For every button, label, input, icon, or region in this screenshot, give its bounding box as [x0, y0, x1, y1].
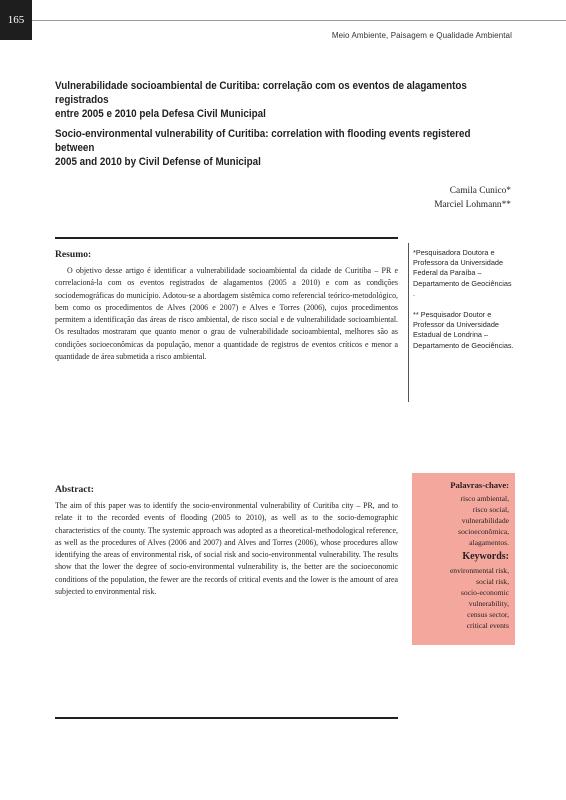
keyword-pt: risco social,	[472, 505, 509, 514]
keyword-en: environmental risk,	[449, 566, 509, 575]
keyword-en: vulnerability,	[468, 599, 509, 608]
keyword-pt: vulnerabilidade	[461, 516, 509, 525]
title-portuguese	[55, 79, 513, 121]
section-divider	[55, 237, 398, 239]
top-rule	[32, 20, 566, 21]
section-divider	[55, 717, 398, 719]
keywords-pt-heading: Palavras-chave:	[450, 480, 509, 490]
affiliation-note: ** Pesquisador Doutor e Professor da Universidade Estadual de Londrina – Departamento de Geociências.	[413, 310, 514, 350]
keyword-pt: alagamentos.	[469, 538, 509, 547]
vertical-rule	[408, 243, 409, 402]
keyword-pt: risco ambiental,	[460, 494, 509, 503]
author-name: Camila Cunico*	[449, 186, 511, 196]
abstract-text: The aim of this paper was to identify the socio-environmental vulnerability of Curitiba city – PR, and to relate it to the recorded events of flooding (2005 to 2010), as well as to the socio-demographic characteristics of the county. The systemic approach was adopted as a theoretical-methodological reference, as well as the procedures of Alves (2006 and 2007) and Alves and Torres (2006), whose procedures allow identifying the areas of environmental risk, of social risk and socio-environmental vulnerability. The results show that the lower the degree of socio-environmental vulnerability is, the better are the socioeconomic conditions of the population, the fewer are the records of critical events and the lower is the amount of area subjected to environmental risk.	[55, 501, 398, 597]
keyword-en: census sector,	[467, 610, 509, 619]
affiliations	[413, 248, 515, 362]
abstract-heading: Abstract:	[55, 484, 94, 495]
title-english	[55, 127, 513, 169]
title-pt-line: entre 2005 e 2010 pela Defesa Civil Municipal	[55, 108, 266, 120]
keyword-pt: socioeconômica,	[458, 527, 509, 536]
keywords-en-heading: Keywords:	[462, 551, 509, 562]
title-en-line: Socio-environmental vulnerability of Curitiba: correlation with flooding events registered between	[55, 128, 471, 154]
affiliation-note: *Pesquisadora Doutora e Professora da Universidade Federal da Paraíba – Departamento de Geociências .	[413, 248, 512, 298]
running-head: Meio Ambiente, Paisagem e Qualidade Ambiental	[331, 31, 512, 40]
keywords-box	[412, 473, 515, 645]
resumo-heading: Resumo:	[55, 249, 92, 260]
author-list	[434, 184, 511, 212]
resumo-text: O objetivo desse artigo é identificar a vulnerabilidade socioambiental da cidade de Curitiba – PR e correlacioná-la com os eventos registrados de alagamentos (2005 a 2010) e com as condições sociodemográficas do município. Adotou-se a abordagem sistêmica como referencial teórico-metodológico, bem como os procedimentos de Alves (2006 e 2007) e Alves e Torres (2006), cujos procedimentos permitem a identificação das áreas de risco ambiental, de risco social e de vulnerabilidade socioambiental. Os resultados mostraram que quanto menor o grau de vulnerabilidade socioambiental, melhores são as condições socioeconômicas da população, menor a quantidade de registros de eventos críticos e menor a quantidade de área submetida a risco ambiental.	[55, 266, 398, 362]
keyword-en: socio-economic	[460, 588, 509, 597]
keyword-en: social risk,	[476, 577, 509, 586]
keyword-en: critical events	[466, 621, 509, 630]
title-en-line: 2005 and 2010 by Civil Defense of Municipal	[55, 156, 261, 168]
page-number: 165	[0, 0, 32, 40]
title-pt-line: Vulnerabilidade socioambiental de Curitiba: correlação com os eventos de alagamentos registrados	[55, 80, 467, 106]
author-name: Marciel Lohmann**	[434, 200, 511, 210]
